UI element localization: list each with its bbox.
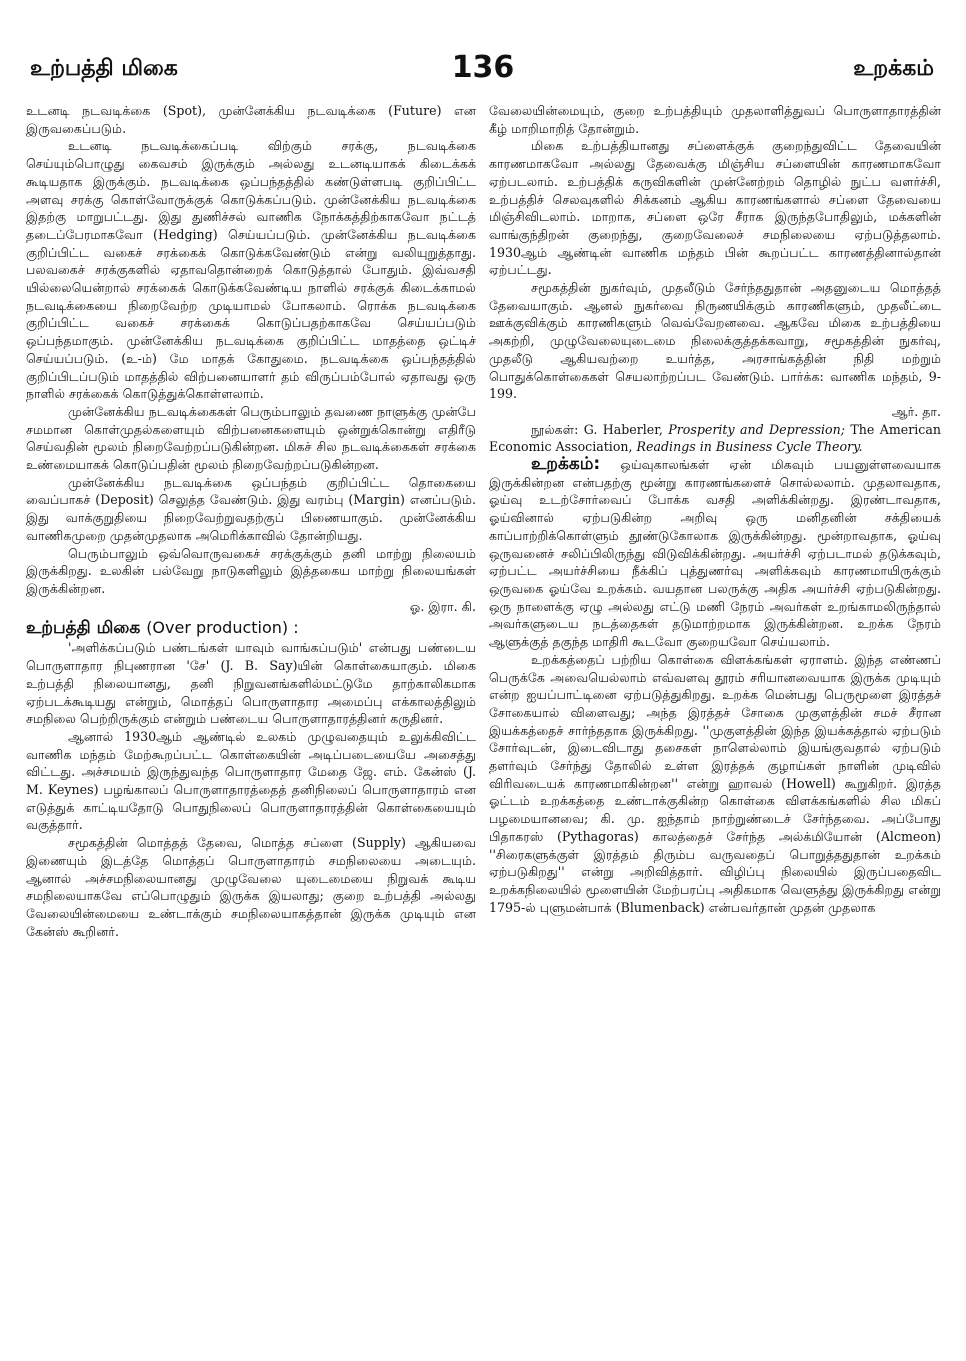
- paragraph: உறக்கத்தைப் பற்றிய கொள்கை விளக்கங்கள் ஏராளம். இந்த எண்ணப் பெருக்கே அவையெல்லாம் எவ்வளவு தூரம் சரியானவையாக இருக்க முடியும் என்ற ஐயப்பாட்டினை ஏற்படுத்துகிறது. உறக்க மென்பது பெருமூளை இரத்தச் சோகையால் விளைவது; அந்த இரத்தச் சோகை முகுளத்தின் சமச் சீரான இயக்கத்தைச் சார்ந்ததாக இருக்கிறது. ''முகுளத்தின் இந்த இயக்கத்தால் ஏற்படும் சோர்வுடன், இடைவிடாது தசைகள் நாளெல்லாம் இயங்குவதால் ஏற்படும் தளர்வும் சேர்ந்து தோலில் உள்ள இரத்தக் குழாய்கள் நாளின் முடிவில் விரிவடையக் காரணமாகின்றன'' என்று ஹாவல் (Howell) கூறுகிறர். இரத்த ஓட்டம் உறக்கத்தை உண்டாக்குகின்ற கொள்கை விளக்கங்களில் சில மிகப் பழமையானவை; கி. மு. ஐந்தாம் நாற்றுண்டைச் சேர்ந்தவை. அப்போது பிதாகரஸ் (Pythagoras) காலத்தைச் சேர்ந்த அல்க்மியோன் (Alcmeon) ''சிரைகளுக்குள் இரத்தம் திரும்ப வருவதைப் பொறுத்ததுதான் உறக்கம் ஏற்படுகிறது'' என்று அறிவித்தார். விழிப்பு நிலையில் இருப்பதைவிட உறக்கநிலையில் மூளையின் மேற்பரப்பு அதிகமாக வெளுத்து இருக்கிறது என்று 1795-ல் புளுமன்பாக் (Blumenback) என்பவர்தான் முதன் முதலாக: [489, 651, 941, 915]
- reference-author: G. Haberler,: [583, 421, 663, 437]
- paragraph: உடனடி நடவடிக்கை (Spot), முன்னேக்கிய நடவடிக்கை (Future) என இருவகைப்படும்.: [26, 103, 476, 136]
- paragraph: 'அளிக்கப்படும் பண்டங்கள் யாவும் வாங்கப்படும்' என்பது பண்டைய பொருளாதார நிபுணரான 'சே' (J. B. Say)யின் கொள்கையாகும். மிகை உற்பத்தி நிலையானது, தனி நிறுவனங்களில்மட்டுமே தாற்காலிகமாக ஏற்படக்கூடியது என்றும், மொத்தப் பொருளாதார அமைப்பு எக்காலத்திலும் சமநிலை பெற்றிருக்கும் என்றும் பண்டைய பொருளாதாரத்தினர் கருதினர்.: [26, 640, 476, 727]
- references: [489, 421, 941, 456]
- reference-title: Readings in Business Cycle Theory.: [636, 439, 863, 455]
- entry-heading-english: (Over production) :: [146, 618, 299, 638]
- author-signature: ஆர். தா.: [891, 403, 941, 419]
- entry-heading: உறக்கம்:: [531, 454, 601, 475]
- paragraph-text: ஒய்வுகாலங்கள் ஏன் மிகவும் பயனுள்ளவையாக இருக்கின்றன என்பதற்கு மூன்று காரணங்களைச் சொல்லலாம். முதலாவதாக, ஓய்வு உடற்சோர்வைப் போக்க வசதி அளிக்கின்றது. இரண்டாவதாக, ஓய்வினால் ஏற்படுகின்ற அறிவு ஒரு மனிதனின் சக்தியைக் காப்பாற்றிக்கொள்ளும் தூண்டுகோலாக இருக்கின்றது. மூன்றாவதாக, ஓய்வு ஒருவனைச் சலிப்பிலிருந்து விடுவிக்கின்றது. அயர்ச்சி ஏற்படாமல் தடுக்கவும், ஏற்பட்ட அயர்ச்சியை நீக்கிப் புத்துணர்வு அளிக்கவும் காரணமாயிருக்கும் ஒருவகை ஓய்வே உறக்கம். வயதான பலருக்கு அதிக அயர்ச்சி ஏற்படுகின்றது. ஒரு நாளைக்கு ஏழு அல்லது எட்டு மணி நேரம் அவர்கள் உறங்காமலிருந்தால் அவர்களுடைய நடத்தைகள் தடுமாற்றமாக இருக்கின்றன. உறக்க நேரம் ஆளுக்குத் தகுந்த மாதிரி கூடவோ குறையவோ செய்யலாம்.: [489, 457, 941, 650]
- paragraph: மிகை உற்பத்தியானது சப்ளைக்குக் குறைந்துவிட்ட தேவையின் காரணமாகவோ அல்லது தேவைக்கு மிஞ்சிய சப்ளையின் காரணமாகவோ ஏற்படலாம். உற்பத்திக் கருவிகளின் முன்னேற்றம் தொழில் நுட்ப வளர்ச்சி, உற்பத்திச் செலவுகளில் சிக்கனம் ஆகிய காரணங்களால் சப்ளை தேவையை மிஞ்சிவிடலாம். மாறாக, சப்ளை ஒரே சீராக இருந்தபோதிலும், மக்களின் வாங்குந்திறன் குறைந்து, குறைவேலைச் சமநிலையை ஏற்படுத்தலாம். 1930ஆம் ஆண்டின் வாணிக மந்தம் பின் கூறப்பட்ட காரணத்தினால்தான் ஏற்பட்டது.: [489, 138, 941, 278]
- reference-author: The American Economic Association,: [489, 421, 941, 455]
- right-column: [489, 102, 941, 1342]
- paragraph: பெரும்பாலும் ஒவ்வொருவகைச் சரக்குக்கும் தனி மாற்று நிலையம் இருக்கிறது. உலகின் பல்வேறு நாடுகளிலும் இத்தகைய மாற்று நிலையங்கள் இருக்கின்றன.: [26, 545, 476, 596]
- references-label: நூல்கள்:: [531, 421, 579, 437]
- paragraph: முன்னேக்கிய நடவடிக்கை ஒப்பந்தம் குறிப்பிட்ட தொகையை வைப்பாகச் (Deposit) செலுத்த வேண்டும். இது வரம்பு (Margin) எனப்படும். இது வாக்குறுதியை நிறைவேற்றுவதற்குப் பிணையாகும். முன்னேக்கிய வாணிகமுறை முதன்முதலாக அமெரிக்காவில் தோன்றியது.: [26, 474, 476, 543]
- entry-heading-tamil: உற்பத்தி மிகை: [26, 618, 141, 639]
- page-header: [20, 50, 946, 92]
- paragraph: முன்னேக்கிய நடவடிக்கைகள் பெரும்பாலும் தவணை நாளுக்கு முன்பே சமமான கொள்முதல்களையும் விற்பனைகளையும் ஒன்றுக்கொன்று எதிரீடு செய்வதின் மூலம் நிறைவேற்றப்படுகின்றன. மிகச் சில நடவடிக்கைகள் சரக்கை உண்மையாகக் கொடுப்பதின் மூலம் நிறைவேற்றப்படுகின்றன.: [26, 403, 476, 473]
- author-signature: ஓ. இரா. கி.: [409, 598, 476, 614]
- reference-title: Prosperity and Depression;: [668, 421, 845, 437]
- paragraph: உடனடி நடவடிக்கைப்படி விற்கும் சரக்கு, நடவடிக்கை செய்யும்பொழுது கைவசம் இருக்கும் அல்லது உடனடியாகக் கிடைக்கக் கூடியதாக இருக்கும். நடவடிக்கை ஒப்பந்தத்தில் கண்டுள்ளபடி குறிப்பிட்ட அளவு சரக்கு கொள்வோருக்குக் கொடுக்கப்படும். முன்னேக்கிய நடவடிக்கை இதற்கு மாறுபட்டது. இது துணிச்சல் வாணிக நோக்கத்திற்காகவோ நட்டத் தடைப்பேரமாகவோ (Hedging) செய்யப்படும். முன்னேக்கிய நடவடிக்கை குறிப்பிட்ட வகைச் சரக்கைக் கொடுக்கவேண்டும் என்று வலியுறுத்தாது. பலவகைச் சரக்குகளில் ஏதாவதொன்றைக் கொடுத்தால் போதும். இவ்வசதி யில்லையென்றால் சரக்கைக் கொடுக்கவேண்டிய நாளில் சரக்குக் கிடைக்காமல் நடவடிக்கையை நிறைவேற்ற முடியாமல் போகலாம். ரொக்க நடவடிக்கை குறிப்பிட்ட வகைச் சரக்கைக் கொடுப்பதற்காகவே செய்யப்படும் ஒப்பந்தமாகும். முன்னேக்கிய நடவடிக்கை குறிப்பிட்ட மாதத்தை ஒட்டிச் செய்யப்படும். (உ-ம்) மே மாதக் கோதுமை. நடவடிக்கை ஒப்பந்தத்தில் குறிப்பிடப்படும் மாதத்தில் விற்பனையாளர் தம் விருப்பம்போல் ஏதாவது ஒரு நாளில் சரக்கைக் கொடுத்துக்கொள்ளலாம்.: [26, 138, 476, 402]
- paragraph: சமூகத்தின் மொத்தத் தேவை, மொத்த சப்ளை (Supply) ஆகியவை இணையும் இடத்தே மொத்தப் பொருளாதாரம் சமநிலையை அடையும். ஆனால் அச்சமநிலையானது முழுவேலை யுடைமையை நிறுவக் கூடிய சமநிலையாகவே எப்பொழுதும் இருக்க இயலாது; குறை உற்பத்தி அல்லது வேலையின்மையை உண்டாக்கும் சமநிலையாகத்தான் இருக்க முடியும் என கேன்ஸ் கூறினர்.: [26, 835, 476, 939]
- paragraph: ஆனால் 1930ஆம் ஆண்டில் உலகம் முழுவதையும் உலுக்கிவிட்ட வாணிக மந்தம் மேற்கூறப்பட்ட கொள்கையின் அடிப்படையையே அசைத்து விட்டது. அச்சமயம் இருந்துவந்த பொருளாதார மேதை ஜே. எம். கேன்ஸ் (J. M. Keynes) பழங்காலப் பொருளாதாரத்தைத் தனிநிலைப் பொருளாதாரம் என எடுத்துக் காட்டியதோடு பொதுநிலைப் பொருளாதாரத்தின் கொள்கையையும் வகுத்தார்.: [26, 728, 476, 833]
- page-number: 136: [451, 50, 515, 85]
- left-column: [26, 102, 476, 1342]
- running-head-left: உற்பத்தி மிகை: [30, 56, 178, 81]
- running-head-right: உறக்கம்: [853, 56, 934, 81]
- paragraph: சமூகத்தின் நுகர்வும், முதலீடும் சேர்ந்ததுதான் அதனுடைய மொத்தத் தேவையாகும். ஆனல் நுகர்வை நிருணயிக்கும் காரணிகளும், முதலீட்டை ஊக்குவிக்கும் காரணிகளும் வெவ்வேறனவை. ஆகவே மிகை உற்பத்தியை அகற்றி, முழுவேலையுடைமை நிலைக்குத்தக்கவாறு, சமூகத்தின் நுகர்வு, முதலீடு ஆகியவற்றை உயர்த்த, அரசாங்கத்தின் நிதி மற்றும் பொதுக்கொள்கைகள் செயலாற்றப்பட வேண்டும். பார்க்க: வாணிக மந்தம், 9-199.: [489, 280, 941, 402]
- paragraph: [489, 456, 941, 651]
- paragraph: வேலையின்மையும், குறை உற்பத்தியும் முதலாளித்துவப் பொருளாதாரத்தின் கீழ் மாறிமாறித் தோன்றும்.: [489, 103, 941, 136]
- entry-heading: [26, 617, 476, 639]
